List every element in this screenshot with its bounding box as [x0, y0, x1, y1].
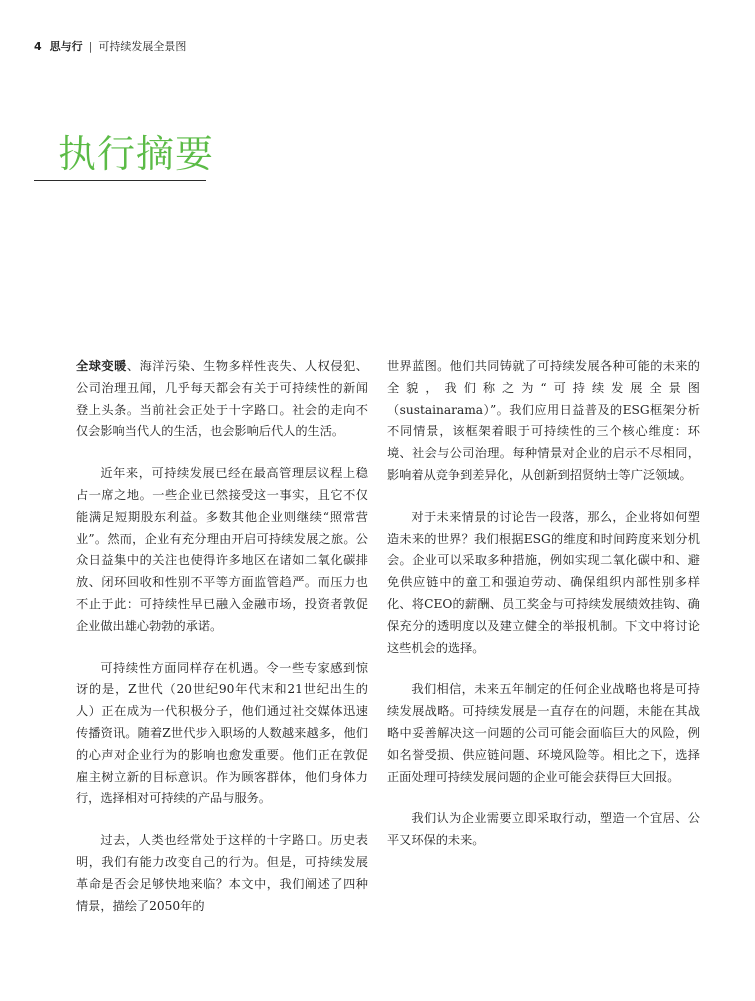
paragraph: 我们认为企业需要立即采取行动，塑造一个宜居、公平又环保的未来。 — [387, 811, 700, 848]
section-title: 可持续发展全景图 — [98, 40, 187, 53]
page-number: 4 — [34, 40, 42, 53]
paragraph-text: 、海洋污染、生物多样性丧失、人权侵犯、公司治理丑闻，几乎每天都会有关于可持续性的新闻登上头条。当前社会正处于十字路口。社会的走向不仅会影响当代人的生活，也会影响后代人的生活。 — [76, 359, 368, 439]
paragraph — [76, 356, 368, 443]
title-underline — [34, 180, 206, 181]
running-header — [34, 38, 186, 54]
paragraph: 世界蓝图。他们共同铸就了可持续发展各种可能的未来的全貌，我们称之为“可持续发展全景图（sustainarama）”。我们应用日益普及的ESG框架分析不同情景，该框架着眼于可持续性的三个核心维度：环境、社会与公司治理。每种情景对企业的启示不尽相同，影响着从竞争到差异化，从创新到招贤纳士等广泛领域。 — [387, 359, 700, 482]
left-column — [76, 356, 368, 937]
paragraph: 对于未来情景的讨论告一段落，那么，企业将如何塑造未来的世界？我们根据ESG的维度和时间跨度来划分机会。企业可以采取多种措施，例如实现二氧化碳中和、避免供应链中的童工和强迫劳动、确保组织内部性别多样化、将CEO的薪酬、员工奖金与可持续发展绩效挂钩、确保充分的透明度以及建立健全的举报机制。下文中将讨论这些机会的选择。 — [387, 509, 700, 655]
title-block — [34, 130, 215, 181]
page-title: 执行摘要 — [58, 132, 215, 176]
lead-in-text: 全球变暖 — [76, 359, 127, 373]
book-title: 思与行 — [49, 40, 83, 53]
paragraph: 过去，人类也经常处于这样的十字路口。历史表明，我们有能力改变自己的行为。但是，可持续发展革命是否会足够快地来临？本文中，我们阐述了四种情景，描绘了2050年的 — [76, 833, 368, 913]
paragraph: 可持续性方面同样存在机遇。令一些专家感到惊讶的是，Z世代（20世纪90年代末和21世纪出生的人）正在成为一代积极分子，他们通过社交媒体迅速传播资讯。随着Z世代步入职场的人数越来越多，他们的心声对企业行为的影响也愈发重要。他们正在敦促雇主树立新的目标意识。作为顾客群体，他们身体力行，选择相对可持续的产品与服务。 — [76, 660, 368, 806]
paragraph: 我们相信，未来五年制定的任何企业战略也将是可持续发展战略。可持续发展是一直存在的问题，未能在其战略中妥善解决这一问题的公司可能会面临巨大的风险，例如名誉受损、供应链问题、环境风险等。相比之下，选择正面处理可持续发展问题的企业可能会获得巨大回报。 — [387, 682, 700, 784]
right-column — [387, 356, 700, 872]
paragraph: 近年来，可持续发展已经在最高管理层议程上稳占一席之地。一些企业已然接受这一事实，且它不仅能满足短期股东利益。多数其他企业则继续“照常营业”。然而，企业有充分理由开启可持续发展之旅。公众日益集中的关注也使得许多地区在诸如二氧化碳排放、闭环回收和性别不平等方面监管趋严。而压力也不止于此：可持续性早已融入金融市场，投资者敦促企业做出雄心勃勃的承诺。 — [76, 466, 368, 633]
header-separator: | — [88, 40, 93, 53]
